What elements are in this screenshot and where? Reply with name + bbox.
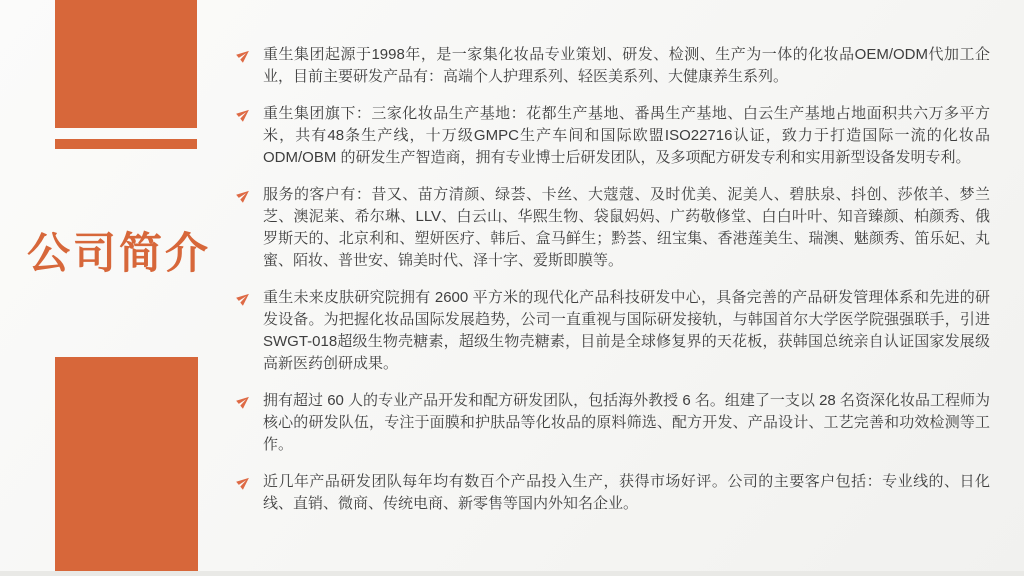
bullet-list (237, 44, 990, 515)
bullet-text: 重生集团旗下：三家化妆品生产基地：花都生产基地、番禺生产基地、白云生产基地占地面积共六万多平方米，共有48条生产线，十万级GMPC生产车间和国际欧盟ISO22716认证，致力于打造国际一流的化妆品ODM/OBM 的研发生产智造商，拥有专业博士后研发团队，及多项配方研发专利和实用新型设备发明专利。 (263, 105, 990, 166)
paper-plane-bullet-icon (237, 291, 251, 305)
paper-plane-bullet-icon (237, 48, 251, 62)
paper-plane-bullet-icon (237, 475, 251, 489)
bullet-text: 重生集团起源于1998年，是一家集化妆品专业策划、研发、检测、生产为一体的化妆品OEM/ODM代加工企业，目前主要研发产品有：高端个人护理系列、轻医美系列、大健康养生系列。 (263, 46, 990, 85)
decor-rect-bottom (55, 357, 198, 572)
paper-plane-bullet-icon (237, 107, 251, 121)
bottom-strip (0, 571, 1024, 576)
list-item (237, 390, 990, 456)
list-item (237, 44, 990, 88)
bullet-text: 重生未来皮肤研究院拥有 2600 平方米的现代化产品科技研发中心，具备完善的产品研发管理体系和先进的研发设备。为把握化妆品国际发展趋势，公司一直重视与国际研发接轨，与韩国首尔大学医学院强强联手，引进SWGT-018超级生物壳糖素，超级生物壳糖素，目前是全球修复界的天花板，获韩国总统亲自认证国家发展级高新医药创研成果。 (263, 289, 990, 372)
decor-square-top (55, 0, 197, 128)
bullet-text: 服务的客户有：昔又、苗方清颜、绿荟、卡丝、大蔻蔻、及时优美、泥美人、碧肤泉、抖创、莎侬羊、梦兰芝、澳泥莱、希尔琳、LLV、白云山、华熙生物、袋鼠妈妈、广药敬修堂、白白叶叶、知音臻颜、柏颜秀、俄罗斯天的、北京利和、塑妍医疗、韩后、盒马鲜生；黔荟、纽宝集、香港莲美生、瑞澳、魅颜秀、笛乐妃、丸蜜、陌妆、普世安、锦美时代、泽十字、爱斯即膜等。 (263, 186, 990, 269)
bullet-text: 拥有超过 60 人的专业产品开发和配方研发团队，包括海外教授 6 名。组建了一支以 28 名资深化妆品工程师为核心的研发队伍，专注于面膜和护肤品等化妆品的原料筛选、配方开发、产品设计、工艺完善和功效检测等工作。 (263, 392, 990, 453)
accent-bar (55, 139, 197, 149)
list-item (237, 184, 990, 272)
paper-plane-bullet-icon (237, 188, 251, 202)
bullet-text: 近几年产品研发团队每年均有数百个产品投入生产，获得市场好评。公司的主要客户包括：专业线的、日化线、直销、微商、传统电商、新零售等国内外知名企业。 (263, 473, 990, 512)
paper-plane-bullet-icon (237, 394, 251, 408)
list-item (237, 287, 990, 375)
page-title: 公司简介 (27, 230, 211, 278)
list-item (237, 471, 990, 515)
content-area (237, 44, 990, 530)
list-item (237, 103, 990, 169)
